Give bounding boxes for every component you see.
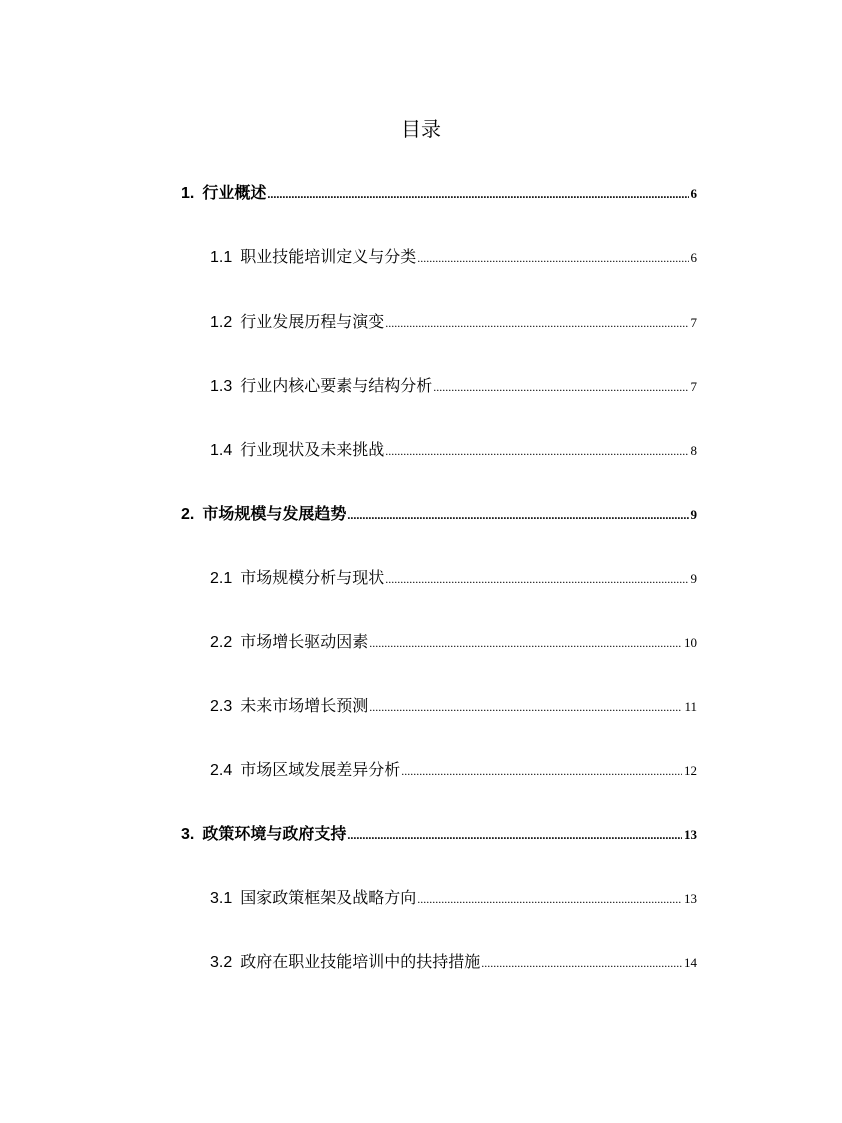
toc-entry-chapter-1[interactable] bbox=[181, 182, 697, 206]
toc-entry-label: 行业现状及未来挑战 bbox=[240, 442, 385, 459]
toc-entry-label: 市场规模与发展趋势 bbox=[202, 506, 347, 523]
toc-entry-label: 行业内核心要素与结构分析 bbox=[240, 378, 433, 395]
toc-entry-label: 政府在职业技能培训中的扶持措施 bbox=[240, 954, 481, 971]
toc-entry-page: 13 bbox=[684, 827, 697, 842]
toc-dot-leader bbox=[417, 887, 682, 911]
toc-entry-label: 行业概述 bbox=[202, 185, 267, 202]
toc-entry-number: 3. bbox=[181, 826, 195, 843]
toc-entry-page: 10 bbox=[684, 635, 697, 650]
toc-entry-section-1-2[interactable] bbox=[210, 311, 697, 335]
toc-entry-number: 2.2 bbox=[210, 634, 233, 651]
toc-entry-section-1-3[interactable] bbox=[210, 375, 697, 399]
toc-dot-leader bbox=[369, 631, 682, 655]
toc-entry-label: 职业技能培训定义与分类 bbox=[240, 249, 417, 266]
toc-dot-leader bbox=[481, 951, 682, 975]
toc-entry-page: 13 bbox=[684, 891, 697, 906]
toc-entry-page: 9 bbox=[690, 571, 697, 586]
toc-entry-number: 2. bbox=[181, 506, 195, 523]
toc-entry-section-3-2[interactable] bbox=[210, 951, 697, 975]
toc-dot-leader bbox=[369, 695, 682, 719]
toc-entry-number: 1.4 bbox=[210, 442, 233, 459]
toc-entry-number: 2.4 bbox=[210, 762, 233, 779]
toc-dot-leader bbox=[433, 375, 688, 399]
toc-entry-number: 2.3 bbox=[210, 698, 233, 715]
toc-entry-number: 1. bbox=[181, 185, 195, 202]
toc-entry-label: 国家政策框架及战略方向 bbox=[240, 890, 417, 907]
toc-dot-leader bbox=[385, 311, 688, 335]
toc-entry-page: 12 bbox=[684, 763, 697, 778]
toc-entry-number: 2.1 bbox=[210, 570, 233, 587]
toc-entry-section-2-1[interactable] bbox=[210, 567, 697, 591]
toc-entry-page: 6 bbox=[690, 186, 697, 201]
toc-dot-leader bbox=[347, 503, 688, 527]
toc-dot-leader bbox=[385, 439, 688, 463]
toc-entry-page: 9 bbox=[690, 507, 697, 522]
toc-entry-label: 市场增长驱动因素 bbox=[240, 634, 369, 651]
toc-entry-label: 市场规模分析与现状 bbox=[240, 570, 385, 587]
toc-dot-leader bbox=[385, 567, 688, 591]
toc-entry-label: 政策环境与政府支持 bbox=[202, 826, 347, 843]
toc-entry-number: 1.1 bbox=[210, 249, 233, 266]
toc-dot-leader bbox=[267, 182, 688, 206]
toc-entry-number: 3.1 bbox=[210, 890, 233, 907]
toc-entry-label: 市场区域发展差异分析 bbox=[240, 762, 401, 779]
toc-entry-number: 1.2 bbox=[210, 314, 233, 331]
toc-entry-number: 3.2 bbox=[210, 954, 233, 971]
toc-entry-section-2-4[interactable] bbox=[210, 759, 697, 783]
toc-entry-section-1-4[interactable] bbox=[210, 439, 697, 463]
toc-entry-page: 6 bbox=[690, 250, 697, 265]
toc-entry-number: 1.3 bbox=[210, 378, 233, 395]
toc-entry-section-3-1[interactable] bbox=[210, 887, 697, 911]
toc-entry-section-2-3[interactable] bbox=[210, 695, 697, 719]
toc-dot-leader bbox=[401, 759, 682, 783]
toc-entry-label: 行业发展历程与演变 bbox=[240, 314, 385, 331]
toc-entry-page: 11 bbox=[684, 699, 697, 714]
toc-entry-page: 7 bbox=[690, 315, 697, 330]
toc-entry-label: 未来市场增长预测 bbox=[240, 698, 369, 715]
toc-entry-section-1-1[interactable] bbox=[210, 246, 697, 270]
toc-entry-page: 7 bbox=[690, 379, 697, 394]
toc-entry-section-2-2[interactable] bbox=[210, 631, 697, 655]
toc-entry-page: 8 bbox=[690, 443, 697, 458]
toc-entry-page: 14 bbox=[684, 955, 697, 970]
toc-title: 目录 bbox=[401, 119, 441, 141]
toc-dot-leader bbox=[347, 823, 682, 847]
toc-dot-leader bbox=[417, 246, 688, 270]
toc-entry-chapter-2[interactable] bbox=[181, 503, 697, 527]
toc-entry-chapter-3[interactable] bbox=[181, 823, 697, 847]
